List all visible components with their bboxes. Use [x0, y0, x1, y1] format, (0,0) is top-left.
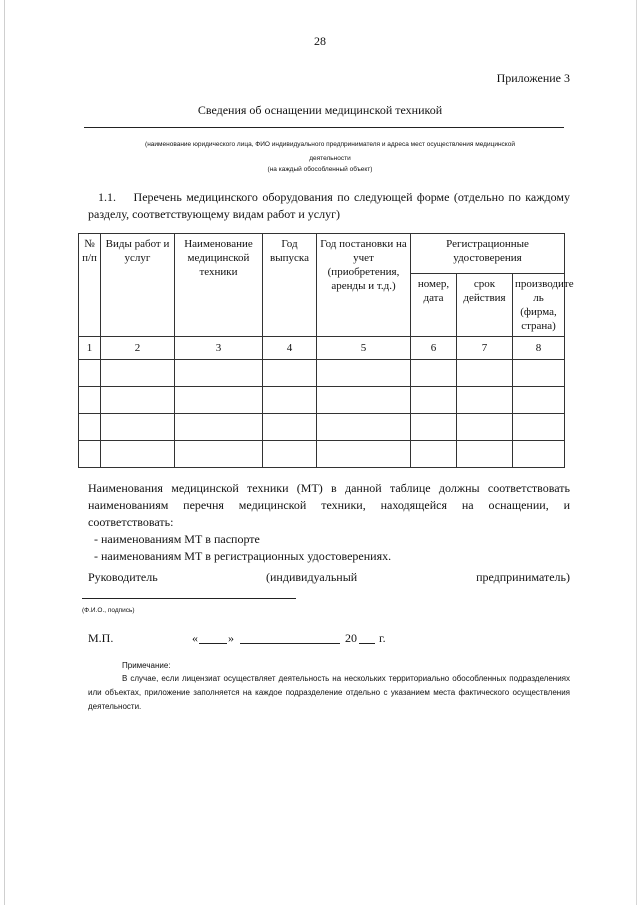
table-cell[interactable] — [411, 360, 457, 387]
signature-label-entrepreneur: предприниматель) — [476, 570, 570, 584]
table-cell[interactable] — [317, 387, 411, 414]
table-cell[interactable] — [317, 441, 411, 468]
table-cell[interactable] — [411, 441, 457, 468]
header-cert-number: номер, дата — [411, 274, 457, 337]
org-name-hint: (наименование юридического лица, ФИО индивидуального предпринимателя и адреса мест осуществления медицинской деятельности — [145, 141, 515, 162]
naming-note: Наименования медицинской техники (МТ) в данной таблице должны соответствовать наименованиям перечня медицинской техники, находящейся на оснащении, и соответствовать: — [88, 481, 570, 529]
table-cell[interactable] — [513, 414, 565, 441]
stamp-label: М.П. — [88, 631, 114, 645]
date-year-line[interactable] — [359, 643, 375, 644]
header-types: Виды работ и услуг — [101, 234, 175, 337]
org-name-line — [84, 127, 564, 128]
header-num: № п/п — [79, 234, 101, 337]
signature-label-head: Руководитель — [88, 570, 158, 584]
header-name: Наименование медицинской техники — [175, 234, 263, 337]
scan-edge-right — [636, 0, 637, 905]
header-certs: Регистрационные удостоверения — [411, 234, 565, 274]
section-number: 1.1. — [98, 190, 116, 204]
signature-line[interactable] — [82, 598, 296, 599]
table-cell[interactable] — [79, 387, 101, 414]
table-cell[interactable] — [263, 414, 317, 441]
signature-label-ie: (индивидуальный — [266, 570, 358, 584]
table-cell[interactable] — [457, 414, 513, 441]
note-item-passport: - наименованиям МТ в паспорте — [94, 532, 260, 546]
remark-text: В случае, если лицензиат осуществляет деятельность на нескольких территориально обособленных подразделениях или объектах, приложение заполняется на каждое подразделение отдельно с указанием места фактического осуществления деятельности. — [88, 674, 570, 711]
scan-edge-left — [4, 0, 5, 905]
column-number: 3 — [175, 337, 263, 360]
table-header-row — [79, 234, 565, 274]
date-quote-open: « — [192, 631, 198, 645]
table-cell[interactable] — [457, 441, 513, 468]
column-number: 4 — [263, 337, 317, 360]
table-row — [79, 360, 565, 387]
table-row — [79, 387, 565, 414]
column-number: 8 — [513, 337, 565, 360]
column-number: 2 — [101, 337, 175, 360]
table-cell[interactable] — [411, 387, 457, 414]
table-cell[interactable] — [457, 387, 513, 414]
header-year: Год выпуска — [263, 234, 317, 337]
object-hint: (на каждый обособленный объект) — [267, 166, 373, 173]
section-text: Перечень медицинского оборудования по следующей форме (отдельно по каждому разделу, соответствующему видам работ и услуг) — [88, 190, 570, 221]
table-cell[interactable] — [513, 441, 565, 468]
table-cell[interactable] — [317, 414, 411, 441]
table-cell[interactable] — [101, 387, 175, 414]
table-cell[interactable] — [411, 414, 457, 441]
table-cell[interactable] — [175, 414, 263, 441]
date-quote-close: » — [228, 631, 234, 645]
table-cell[interactable] — [175, 441, 263, 468]
date-year-suffix: г. — [379, 631, 386, 645]
appendix-label: Приложение 3 — [496, 71, 570, 85]
header-cert-term: срок действия — [457, 274, 513, 337]
table-cell[interactable] — [317, 360, 411, 387]
document-title: Сведения об оснащении медицинской техникой — [197, 103, 443, 117]
remark-title: Примечание: — [122, 661, 171, 670]
table-cell[interactable] — [101, 360, 175, 387]
table-cell[interactable] — [263, 441, 317, 468]
table-cell[interactable] — [79, 414, 101, 441]
date-month-line[interactable] — [240, 643, 340, 644]
column-number-row — [79, 337, 565, 360]
column-number: 6 — [411, 337, 457, 360]
table-cell[interactable] — [263, 387, 317, 414]
table-row — [79, 414, 565, 441]
header-registered: Год постановки на учет (приобретения, аренды и т.д.) — [317, 234, 411, 337]
table-cell[interactable] — [263, 360, 317, 387]
equipment-table — [78, 233, 574, 468]
column-number: 5 — [317, 337, 411, 360]
signature-hint: (Ф.И.О., подпись) — [82, 607, 135, 614]
table-cell[interactable] — [79, 441, 101, 468]
note-item-certificates: - наименованиям МТ в регистрационных удостоверениях. — [94, 549, 392, 563]
table-cell[interactable] — [101, 414, 175, 441]
column-number: 1 — [79, 337, 101, 360]
date-day-line[interactable] — [199, 643, 227, 644]
date-year-prefix: 20 — [345, 631, 357, 645]
table-cell[interactable] — [101, 441, 175, 468]
page-number: 28 — [314, 34, 326, 48]
table-cell[interactable] — [457, 360, 513, 387]
table-cell[interactable] — [79, 360, 101, 387]
section-paragraph — [88, 189, 570, 223]
table-row — [79, 441, 565, 468]
column-number: 7 — [457, 337, 513, 360]
table-cell[interactable] — [513, 387, 565, 414]
table-cell[interactable] — [175, 387, 263, 414]
table-cell[interactable] — [513, 360, 565, 387]
header-cert-maker: производите ль (фирма, страна) — [513, 274, 565, 337]
table-cell[interactable] — [175, 360, 263, 387]
